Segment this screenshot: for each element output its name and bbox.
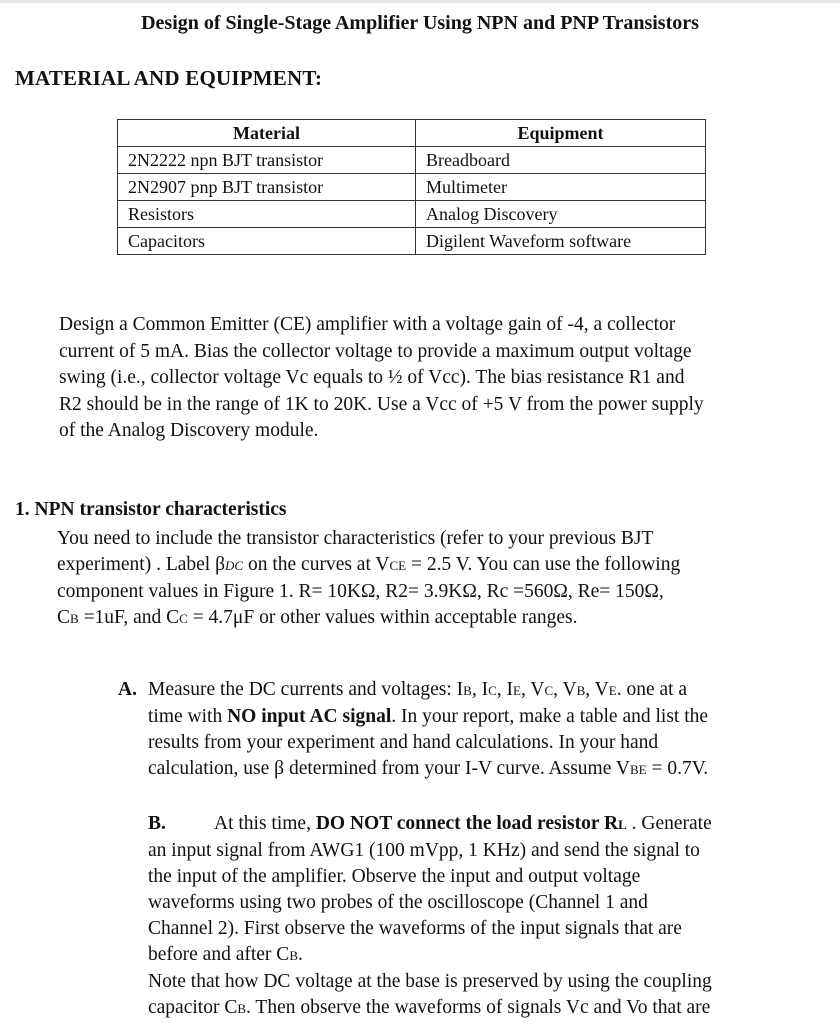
text-run: = 0.7V. bbox=[646, 758, 709, 779]
subscript: CE bbox=[389, 558, 407, 573]
item-b-line bbox=[148, 942, 808, 969]
text-run: . Then observe the waveforms of signals Vc and Vo that are bbox=[246, 997, 711, 1018]
table-row bbox=[118, 147, 706, 174]
subscript: B bbox=[576, 683, 586, 698]
text-run: . bbox=[297, 944, 303, 965]
item-b-line: the input of the amplifier. Observe the input and output voltage bbox=[148, 866, 641, 887]
design-paragraph bbox=[59, 312, 799, 445]
subscript: C bbox=[179, 611, 188, 626]
table-header-row bbox=[118, 120, 706, 147]
table-cell: 2N2222 npn BJT transistor bbox=[118, 147, 416, 174]
subscript: B bbox=[237, 1001, 247, 1016]
design-line: R2 should be in the range of 1K to 20K. Use a Vcc of +5 V from the power supply bbox=[59, 393, 704, 415]
table-cell: Capacitors bbox=[118, 228, 416, 255]
subscript: BE bbox=[629, 762, 647, 777]
item-a-line bbox=[148, 756, 803, 783]
text-run: Measure the DC currents and voltages: I bbox=[148, 679, 464, 700]
item-b-line: an input signal from AWG1 (100 mVpp, 1 KHz) and send the signal to bbox=[148, 840, 700, 861]
material-heading: MATERIAL AND EQUIPMENT: bbox=[15, 66, 323, 90]
beta-symbol: β bbox=[274, 758, 285, 779]
item-b-line: Channel 2). First observe the waveforms of the input signals that are bbox=[148, 918, 682, 939]
table-header-material: Material bbox=[118, 120, 416, 147]
section-1-line: You need to include the transistor characteristics (refer to your previous BJT bbox=[57, 528, 654, 549]
table-cell: Breadboard bbox=[416, 147, 706, 174]
item-b-line: Note that how DC voltage at the base is preserved by using the coupling bbox=[148, 971, 712, 992]
text-run: determined from your I-V curve. Assume V bbox=[284, 758, 630, 779]
text-run: C bbox=[57, 607, 71, 628]
text-run: , V bbox=[585, 679, 609, 700]
subscript: E bbox=[513, 683, 521, 698]
item-a-line: results from your experiment and hand calculations. In your hand bbox=[148, 732, 659, 753]
text-run: , V bbox=[553, 679, 577, 700]
text-run: experiment) . Label bbox=[57, 554, 216, 575]
bold-text: DO NOT connect the load resistor R bbox=[315, 813, 619, 834]
text-run: , I bbox=[496, 679, 513, 700]
design-line: of the Analog Discovery module. bbox=[59, 420, 319, 441]
subscript: DC bbox=[225, 558, 244, 573]
table-row bbox=[118, 174, 706, 201]
text-run: calculation, use bbox=[148, 758, 275, 779]
item-b-line bbox=[148, 995, 808, 1022]
text-run: =1uF, and C bbox=[78, 607, 180, 628]
section-1-title: 1. NPN transistor characteristics bbox=[15, 499, 287, 520]
subscript: C bbox=[488, 683, 497, 698]
text-run: time with bbox=[148, 706, 228, 727]
table-cell: 2N2907 pnp BJT transistor bbox=[118, 174, 416, 201]
item-b-line bbox=[148, 811, 808, 838]
subscript: B bbox=[463, 683, 472, 698]
page-title: Design of Single-Stage Amplifier Using NPN and PNP Transistors bbox=[141, 12, 699, 34]
text-run: before and after C bbox=[148, 944, 290, 965]
item-b-label: B. bbox=[148, 813, 166, 834]
item-b-line: waveforms using two probes of the oscilloscope (Channel 1 and bbox=[148, 892, 648, 913]
text-run: capacitor C bbox=[148, 997, 238, 1018]
item-a-line bbox=[148, 677, 803, 704]
section-1-line bbox=[57, 605, 817, 632]
subscript: B bbox=[289, 948, 298, 963]
item-a-line bbox=[148, 704, 803, 730]
subscript: E bbox=[608, 683, 617, 698]
subscript: B bbox=[70, 611, 79, 626]
section-1-line bbox=[57, 552, 817, 579]
table-cell: Multimeter bbox=[416, 174, 706, 201]
item-b-text bbox=[148, 811, 808, 1022]
item-a-text bbox=[148, 677, 803, 783]
design-line: swing (i.e., collector voltage Vc equals to ½ of Vcc). The bias resistance R1 and bbox=[59, 367, 685, 388]
table-cell: Resistors bbox=[118, 201, 416, 228]
text-run: . Generate bbox=[626, 813, 712, 834]
design-line: current of 5 mA. Bias the collector voltage to provide a maximum output voltage bbox=[59, 340, 692, 362]
text-run: = 4.7μF or other values within acceptable ranges. bbox=[187, 607, 578, 628]
table-row bbox=[118, 228, 706, 255]
section-1-line: component values in Figure 1. R= 10KΩ, R2= 3.9KΩ, Rc =560Ω, Re= 150Ω, bbox=[57, 581, 664, 602]
text-run: = 2.5 V. You can use the following bbox=[406, 554, 681, 575]
text-run: on the curves at V bbox=[243, 554, 390, 575]
top-rule bbox=[0, 0, 840, 3]
beta-symbol: β bbox=[215, 554, 226, 575]
subscript: L bbox=[618, 817, 627, 832]
text-run: , I bbox=[471, 679, 489, 700]
item-a-label: A. bbox=[118, 679, 137, 700]
text-run: . one at a bbox=[616, 679, 688, 700]
table-cell: Digilent Waveform software bbox=[416, 228, 706, 255]
table-cell: Analog Discovery bbox=[416, 201, 706, 228]
table-row bbox=[118, 201, 706, 228]
table-header-equipment: Equipment bbox=[416, 120, 706, 147]
subscript: C bbox=[544, 683, 554, 698]
design-line: Design a Common Emitter (CE) amplifier with a voltage gain of -4, a collector bbox=[59, 314, 676, 335]
bold-text: NO input AC signal bbox=[227, 706, 392, 727]
section-1-body bbox=[57, 526, 817, 632]
text-run: At this time, bbox=[214, 813, 316, 834]
text-run: . In your report, make a table and list the bbox=[391, 706, 709, 727]
text-run: , V bbox=[520, 679, 545, 700]
materials-table bbox=[117, 119, 706, 255]
